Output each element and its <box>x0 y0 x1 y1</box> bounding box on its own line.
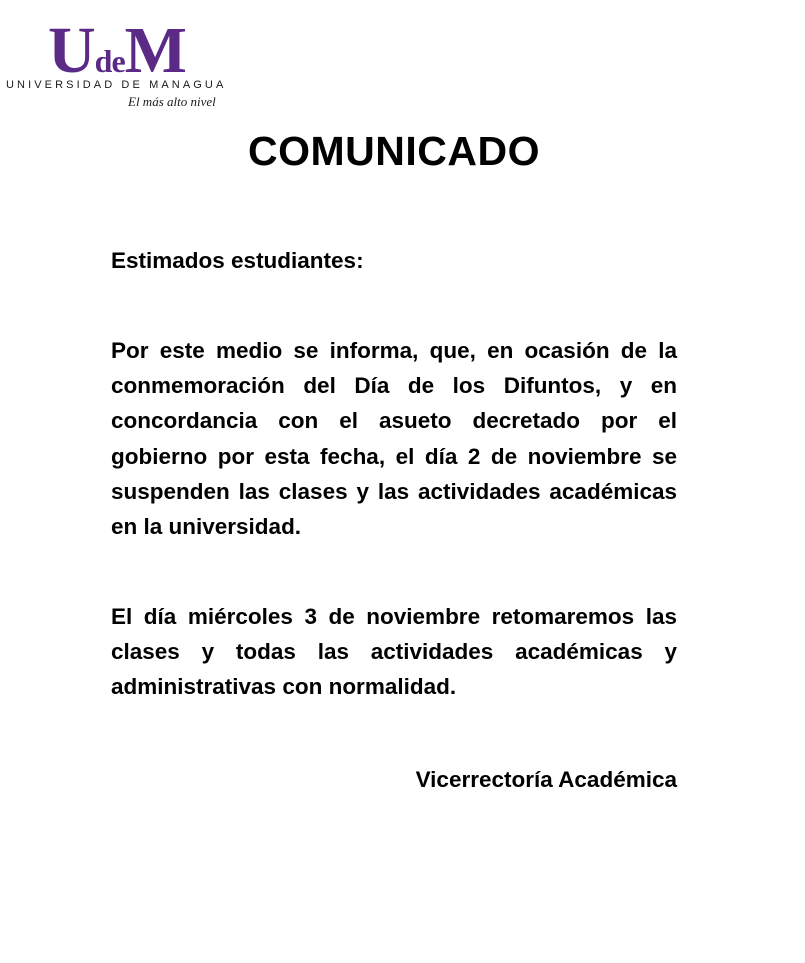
logo-mark <box>48 14 186 87</box>
document-title: COMUNICADO <box>248 128 540 174</box>
logo-slogan: El más alto nivel <box>128 94 216 109</box>
logo-letter-m: M <box>124 14 186 87</box>
greeting: Estimados estudiantes: <box>111 248 364 273</box>
logo-letters-de: de <box>94 43 125 79</box>
paragraph-2: El día miércoles 3 de noviembre retomaremos las clases y todas las actividades académicas y administrativas con normalidad. <box>111 604 677 700</box>
logo-university-name: UNIVERSIDAD DE MANAGUA <box>6 79 227 91</box>
signature: Vicerrectoría Académica <box>415 767 677 792</box>
paragraph-1: Por este medio se informa, que, en ocasión de la conmemoración del Día de los Difuntos, y en concordancia con el asueto decretado por el gobierno por esta fecha, el día 2 de noviembre se suspenden las clases y las actividades académicas en la universidad. <box>111 338 677 540</box>
university-logo <box>6 14 268 110</box>
logo-letter-u: U <box>48 14 95 87</box>
